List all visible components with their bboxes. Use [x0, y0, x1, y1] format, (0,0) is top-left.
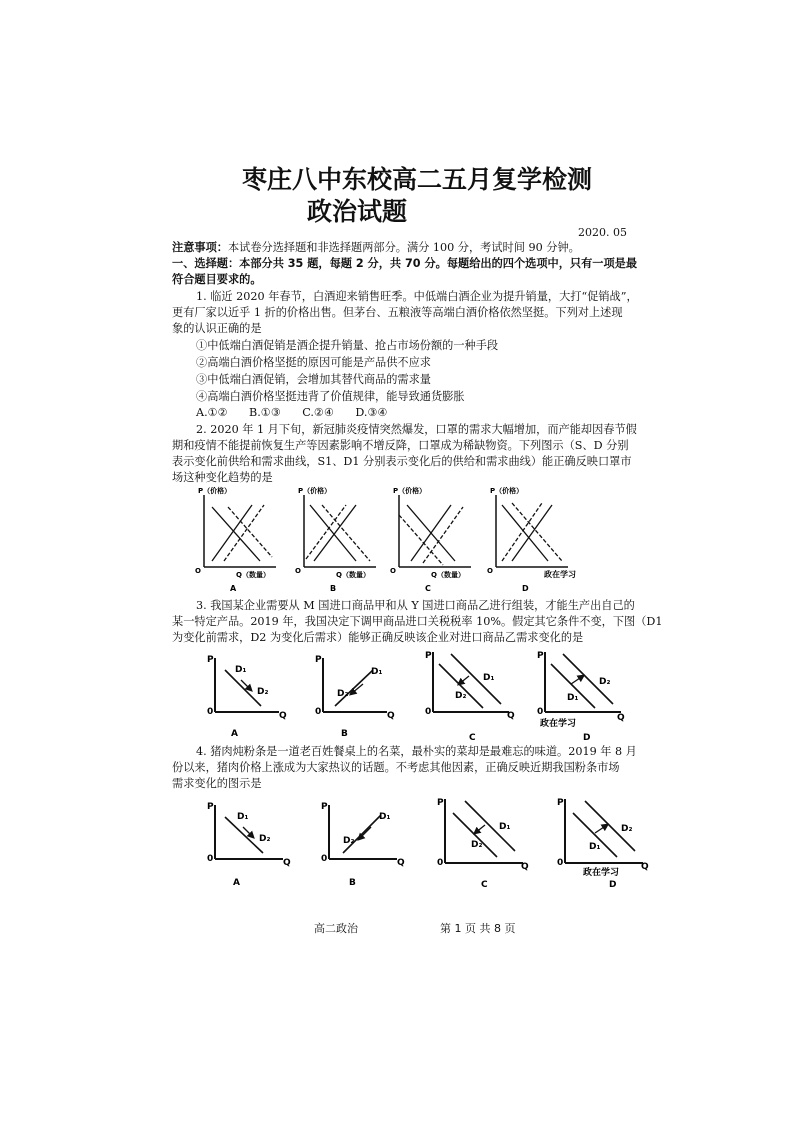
q3-a-d1: D₁ [235, 665, 247, 675]
q3-stem-3: 为变化前需求，D2 为变化后需求）能够正确反映该企业对进口商品乙需求变化的是 [172, 631, 584, 644]
q3-d-p: P [537, 651, 544, 661]
q3-watermark: 政在学习 [540, 719, 577, 729]
q3-c-p: P [425, 651, 432, 661]
q1-item-4: ④高端白酒价格坚挺违背了价值规律，能导致通货膨胀 [196, 390, 465, 403]
q2-b-p-axis: P（价格） [298, 487, 332, 495]
q2-graph-a [195, 486, 276, 593]
q4-c-o: 0 [437, 858, 444, 868]
q4-c-label: C [481, 880, 488, 890]
q4-a-label: A [233, 878, 240, 888]
q3-a-label: A [231, 729, 238, 739]
q1-item-3: ③中低端白酒促销，会增加其替代商品的需求量 [196, 373, 431, 386]
footer-subject: 高二政治 [314, 922, 358, 935]
q4-c-q: Q [521, 862, 529, 872]
q2-c-p-axis: P（价格） [393, 487, 427, 495]
q2-a-label: A [230, 584, 237, 593]
q3-d-o: 0 [537, 707, 544, 717]
q4-a-d1: D₁ [237, 812, 249, 822]
q4-b-d1: D₁ [379, 812, 391, 822]
section1-line2: 符合题目要求的。 [172, 273, 262, 286]
q3-b-q: Q [387, 711, 395, 721]
q3-c-d2: D₂ [455, 691, 467, 701]
q2-b-origin: O [295, 567, 301, 575]
q3-b-p: P [315, 655, 322, 665]
q4-graph-c [437, 798, 529, 890]
q2-graph-d [487, 486, 576, 593]
q3-d-q: Q [617, 713, 625, 723]
q2-c-origin: O [390, 567, 396, 575]
q3-a-o: 0 [207, 707, 214, 717]
q3-graph-b [315, 655, 395, 739]
q1-stem-2: 更有厂家以近乎 1 折的价格出售。但茅台、五粮液等高端白酒价格依然坚挺。下列对上述现 [172, 306, 623, 319]
q2-graph-c [390, 486, 471, 593]
q4-c-d1: D₁ [499, 822, 511, 832]
q3-graph-c [425, 651, 515, 743]
q1-item-2: ②高端白酒价格坚挺的原因可能是产品供不应求 [196, 356, 431, 369]
q2-stem-2: 期和疫情不能提前恢复生产等因素影响不增反降，口罩成为稀缺物资。下列图示（S、D 分别 [172, 439, 629, 452]
q4-b-o: 0 [321, 854, 328, 864]
q2-graphs [190, 485, 610, 595]
q4-d-p: P [557, 798, 564, 808]
q4-watermark: 政在学习 [583, 868, 620, 878]
q2-stem-4: 场这种变化趋势的是 [172, 471, 273, 484]
q2-a-origin: O [195, 567, 201, 575]
footer-page: 第 1 页 共 8 页 [440, 922, 516, 935]
q4-stem-2: 份以来，猪肉价格上涨成为大家热议的话题。不考虑其他因素，正确反映近期我国粉条市场 [172, 761, 620, 774]
q3-c-q: Q [507, 711, 515, 721]
q3-b-d1: D₁ [371, 667, 383, 677]
q3-d-d2: D₂ [599, 677, 611, 687]
q3-c-o: 0 [425, 707, 432, 717]
q4-d-o: 0 [557, 858, 564, 868]
q3-b-o: 0 [315, 707, 322, 717]
q2-d-label: D [522, 584, 529, 593]
q3-a-p: P [207, 655, 214, 665]
q3-graph-d [537, 651, 625, 743]
q3-stem-1: 3. 我国某企业需要从 M 国进口商品甲和从 Y 国进口商品乙进行组装，才能生产出自己的 [196, 599, 635, 612]
q4-b-d2: D₂ [343, 836, 355, 846]
q4-graph-a [207, 802, 291, 888]
q3-d-d1: D₁ [567, 693, 579, 703]
q3-d-label: D [583, 733, 591, 743]
q4-c-d2: D₂ [471, 840, 483, 850]
q1-stem-1: 1. 临近 2020 年春节，白酒迎来销售旺季。中低端白酒企业为提升销量，大打“促销战”， [196, 290, 638, 303]
q2-b-label: B [330, 584, 337, 593]
q4-d-d2: D₂ [621, 824, 633, 834]
q4-a-o: 0 [207, 854, 214, 864]
exam-date: 2020. 05 [578, 226, 627, 239]
notice-text: 本试卷分选择题和非选择题两部分。满分 100 分，考试时间 90 分钟。 [227, 241, 580, 254]
q2-a-p-axis: P（价格） [198, 487, 232, 495]
q2-watermark: 政在学习 [544, 570, 576, 579]
q1-options: A.①② B.①③ C.②④ D.③④ [196, 406, 388, 419]
q4-d-d1: D₁ [589, 842, 601, 852]
exam-title: 枣庄八中东校高二五月复学检测 [241, 165, 592, 194]
q3-a-d2: D₂ [257, 687, 269, 697]
section1-line1: 一、选择题：本部分共 35 题，每题 2 分，共 70 分。每题给出的四个选项中，只有一项是最 [172, 257, 638, 270]
q4-stem-1: 4. 猪肉炖粉条是一道老百姓餐桌上的名菜，最朴实的菜却是最难忘的味道。2019 年 8 月 [196, 745, 637, 758]
q4-b-label: B [349, 878, 356, 888]
q4-stem-3: 需求变化的图示是 [172, 777, 262, 790]
q2-graph-b [295, 486, 376, 593]
q3-stem-2: 某一特定产品。2019 年，我国决定下调甲商品进口关税税率 10%。假定其它条件不变，下图（D1 [172, 615, 663, 628]
q3-a-q: Q [279, 711, 287, 721]
q2-d-origin: O [487, 567, 493, 575]
notice-label: 注意事项： [172, 241, 228, 254]
q2-stem-1: 2. 2020 年 1 月下旬，新冠肺炎疫情突然爆发，口罩的需求大幅增加，而产能却因春节假 [196, 423, 637, 436]
q2-a-q-axis: Q（数量） [236, 571, 270, 579]
q3-graph-a [207, 655, 287, 739]
q3-b-d2: D₂ [337, 689, 349, 699]
q4-d-label: D [609, 880, 617, 890]
q4-b-p: P [321, 802, 328, 812]
q4-c-p: P [437, 798, 444, 808]
q1-stem-3: 象的认识正确的是 [172, 322, 262, 335]
q2-stem-3: 表示变化前供给和需求曲线，S1、D1 分别表示变化后的供给和需求曲线）能正确反映口罩市 [172, 455, 632, 468]
q3-c-label: C [469, 733, 476, 743]
q3-graphs [195, 648, 625, 743]
q2-b-q-axis: Q（数量） [336, 571, 370, 579]
q2-d-p-axis: P（价格） [490, 487, 524, 495]
notice [172, 240, 624, 256]
q3-c-d1: D₁ [483, 673, 495, 683]
q4-a-d2: D₂ [259, 834, 271, 844]
q4-a-p: P [207, 802, 214, 812]
exam-subtitle: 政治试题 [306, 197, 407, 226]
q4-a-q: Q [283, 858, 291, 868]
q3-b-label: B [341, 729, 348, 739]
q4-graphs [195, 793, 665, 893]
q4-d-q: Q [641, 862, 649, 872]
q2-c-q-axis: Q（数量） [431, 571, 465, 579]
q4-graph-b [321, 802, 405, 888]
q4-b-q: Q [397, 858, 405, 868]
q2-c-label: C [425, 584, 431, 593]
q1-item-1: ①中低端白酒促销是酒企提升销量、抢占市场份额的一种手段 [196, 339, 499, 352]
